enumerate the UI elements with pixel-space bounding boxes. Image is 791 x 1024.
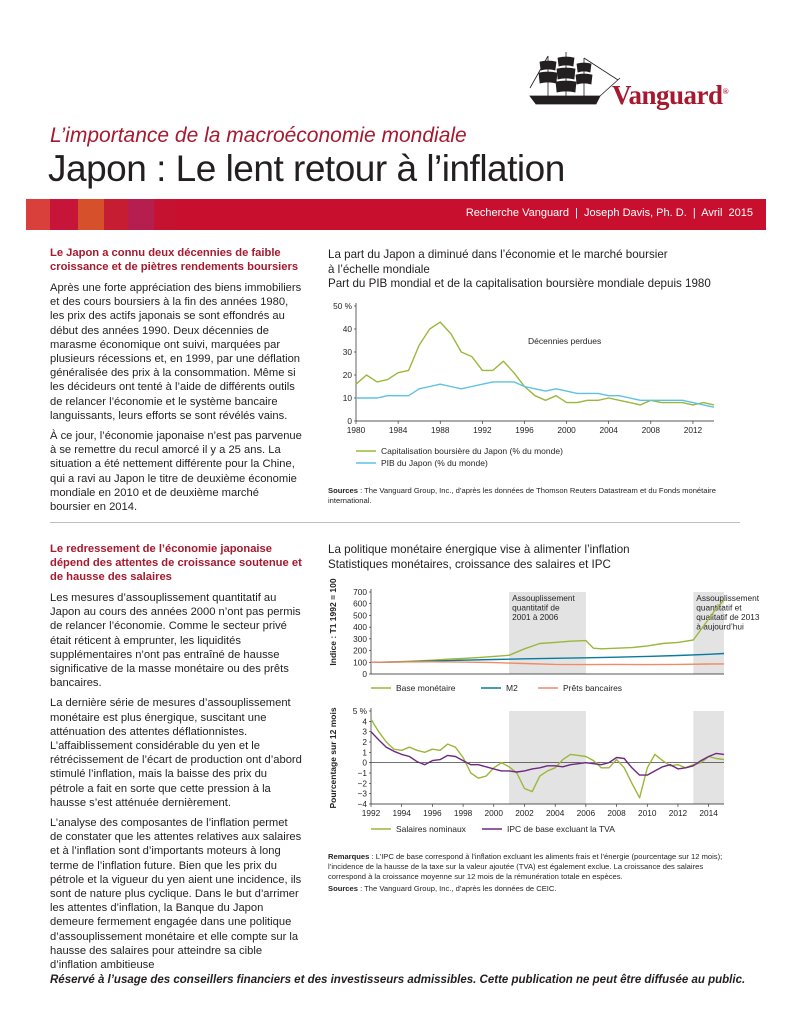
figure-1-source-text: : The Vanguard Group, Inc., d’après les données de Thomson Reuters Datastream et du Fonds monétaire international. <box>328 486 716 505</box>
y-tick-label: −3 <box>357 788 367 799</box>
figure-1-title-line: à l’échelle mondiale <box>328 262 430 276</box>
byline: Recherche Vanguard | Joseph Davis, Ph. D. | Avril 2015 <box>465 207 753 219</box>
registered-mark: ® <box>722 87 729 96</box>
banner-block <box>50 199 78 230</box>
shaded-period <box>693 711 724 804</box>
vanguard-wordmark: Vanguard® <box>612 80 729 110</box>
y-tick-label: 0 <box>362 669 367 679</box>
shaded-period-label: 2001 à 2006 <box>512 612 559 622</box>
x-tick-label: 2004 <box>545 808 565 818</box>
section-1-body <box>50 281 302 514</box>
banner-block <box>128 199 154 230</box>
figure-1-title-line: Part du PIB mondial et de la capitalisation boursière mondiale depuis 1980 <box>328 277 711 290</box>
x-tick-label: 2012 <box>683 425 703 435</box>
x-tick-label: 2014 <box>699 808 718 818</box>
section-2-paragraph: La dernière série de mesures d’assouplissement monétaire est plus énergique, suscitant une atténuation des attentes déflationnistes. L’affaiblissement considérable du yen et le rétrécissement de l’écart de production ont d’abord stimulé l’inflation, mais la baisse des prix du pétrole a fait en sorte que cette pression à la hausse s’est atténuée dernièrement. <box>50 697 302 809</box>
y-tick-label: 3 <box>362 726 367 737</box>
x-tick-label: 1988 <box>431 425 450 435</box>
x-tick-label: 2012 <box>668 808 688 818</box>
y-tick-label: 5 % <box>352 706 367 716</box>
section-divider <box>50 522 740 523</box>
y-tick-label: 2 <box>362 737 367 747</box>
banner-block <box>154 199 176 230</box>
y-tick-label: 20 <box>342 370 352 380</box>
banner-block <box>78 199 104 230</box>
legend-label: M2 <box>506 683 518 693</box>
figure-1-title <box>328 248 748 292</box>
legend-label: IPC de base excluant la TVA <box>507 824 615 834</box>
legend-label: PIB du Japon (% du monde) <box>381 458 488 468</box>
chart-market-share <box>320 296 740 474</box>
shaded-period <box>509 711 586 804</box>
legend-label: Salaires nominaux <box>396 824 466 834</box>
figure-2-remarks <box>328 852 738 882</box>
section-1-heading: Le Japon a connu deux décennies de faible croissance et de piètres rendements boursiers <box>50 247 299 273</box>
x-tick-label: 2008 <box>641 425 661 435</box>
x-tick-label: 1984 <box>388 425 408 435</box>
y-tick-label: 0 <box>362 757 367 768</box>
x-tick-label: 1994 <box>392 808 411 818</box>
shaded-period-label: quantitatif et <box>696 602 742 613</box>
y-tick-label: 400 <box>353 622 367 633</box>
x-tick-label: 2006 <box>576 808 596 818</box>
section-1-paragraph: À ce jour, l’économie japonaise n’est pas parvenue à se remettre du recul amorcé il y a 25 ans. La situation a été nettement différente pour la Chine, qui a ravi au Japon le titre de deuxième économie mondiale en 2010 et de deuxième marché boursier en 2014. <box>50 430 302 514</box>
shaded-period-label: à aujourd’hui <box>696 621 744 632</box>
legend-label: Base monétaire <box>396 683 456 693</box>
section-2-heading: Le redressement de l’économie japonaise dépend des attentes de croissance soutenue et de hausse des salaires <box>50 543 302 583</box>
page-subtitle: L’importance de la macroéconomie mondiale <box>50 124 467 147</box>
section-1-paragraph: Après une forte appréciation des biens immobiliers et des cours boursiers à la fin des années 1980, les prix des actifs japonais se sont effondrés au début des années 1990. Deux décennies de marasme économique ont suivi, marquées par plusieurs récessions et, en 1999, par une déflation généralisée des prix à la consommation. Même si les décideurs ont tenté à l’aide de différents outils de relancer l’économie et le système bancaire languissants, leurs efforts se sont révélés vains. <box>50 282 302 422</box>
series-line <box>356 382 714 407</box>
figure-2-notes-label: Remarques <box>328 852 370 861</box>
y-tick-label: 600 <box>353 598 367 609</box>
y-tick-label: 100 <box>353 657 367 668</box>
section-2-body <box>50 591 302 972</box>
y-tick-label: 10 <box>342 393 352 403</box>
figure-1-source-label: Sources <box>328 486 358 495</box>
y-tick-label: 30 <box>342 347 352 357</box>
y-tick-label: 4 <box>362 716 367 727</box>
y-tick-label: 0 <box>347 416 352 426</box>
figure-2-source-text: : The Vanguard Group, Inc., d’après les données de CEIC. <box>357 884 557 893</box>
y-tick-label: 700 <box>353 587 367 597</box>
shaded-period-label: quantitatif de <box>512 602 560 613</box>
shaded-period-label: Assouplissement <box>696 593 760 603</box>
chart-monetary-stats <box>316 578 760 698</box>
figure-2-notes <box>328 852 738 894</box>
y-tick-label: 50 % <box>333 301 352 311</box>
x-tick-label: 1996 <box>515 425 534 435</box>
y-tick-label: 300 <box>353 633 367 644</box>
x-tick-label: 2000 <box>557 425 576 435</box>
banner-block <box>104 199 128 230</box>
x-tick-label: 1992 <box>361 808 381 818</box>
figure-2-notes-text: : L’IPC de base correspond à l’inflation excluant les aliments frais et l’énergie (pourcentage sur 12 mois); l’incidence de la hausse de la taxe sur la valeur ajoutée (TVA) est également exclue. La croissance des salaires correspond à la croissance moyenne sur 12 mois de la rémunération totale en espèces. <box>328 852 723 881</box>
chart-wages-cpi <box>316 700 746 840</box>
x-tick-label: 1980 <box>346 425 366 435</box>
figure-2-source-label: Sources <box>328 884 358 893</box>
figure-2-source <box>328 884 738 894</box>
x-tick-label: 2000 <box>484 808 504 818</box>
y-tick-label: −1 <box>357 768 367 778</box>
x-tick-label: 1998 <box>453 808 473 818</box>
footer-disclaimer: Réservé à l’usage des conseillers financiers et des investisseurs admissibles. Cette publication ne peut être diffusée au public. <box>50 974 746 986</box>
y-tick-label: −4 <box>357 799 367 809</box>
y-tick-label: 40 <box>342 324 352 334</box>
x-tick-label: 1992 <box>473 425 492 435</box>
series-line <box>356 322 714 405</box>
chart-annotation: Décennies perdues <box>528 336 602 346</box>
figure-2-title-line: Statistiques monétaires, croissance des salaires et IPC <box>328 557 611 571</box>
y-axis-label: Pourcentage sur 12 mois <box>328 707 338 809</box>
figure-1-title-line: La part du Japon a diminué dans l’économie et le marché boursier <box>328 248 668 261</box>
figure-1-source <box>328 486 738 506</box>
y-axis-label: Indice : T1 1992 = 100 <box>328 578 338 666</box>
y-tick-label: 200 <box>353 645 367 656</box>
x-tick-label: 2002 <box>515 808 534 818</box>
y-tick-label: 500 <box>353 610 367 621</box>
figure-2-title-line: La politique monétaire énergique vise à alimenter l’inflation <box>328 543 630 556</box>
section-1 <box>50 246 302 520</box>
section-2-paragraph: L’analyse des composantes de l’inflation permet de constater que les attentes relatives aux salaires et à l’inflation sont d’importants moteurs à long terme de l’inflation future. Bien que les prix du pétrole et la vigueur du yen aient une incidence, ils sont de nature plus cyclique. Dans le but d’arrimer les attentes d’inflation, la Banque du Japon demeure fermement engagée dans une politique d’assouplissement monétaire et elle compte sur la hausse des salaires pour atteindre sa cible d’inflation ambitieuse <box>50 817 302 972</box>
y-tick-label: −2 <box>357 778 367 789</box>
legend-label: Capitalisation boursière du Japon (% du monde) <box>381 446 563 456</box>
x-tick-label: 2010 <box>638 808 657 818</box>
x-tick-label: 2008 <box>607 808 626 818</box>
x-tick-label: 1996 <box>423 808 442 818</box>
section-2-paragraph: Les mesures d’assouplissement quantitatif au Japon au cours des années 2000 n’ont pas permis de relancer l’économie. Comme le secteur privé était réticent à emprunter, les liquidités supplémentaires n’ont pas entraîné de hausse significative de la masse monétaire ou des prêts bancaires. <box>50 592 301 690</box>
shaded-period-label: qualitatif de 2013 <box>696 612 760 622</box>
y-tick-label: 1 <box>362 747 367 758</box>
shaded-period-label: Assouplissement <box>512 593 575 603</box>
page-title: Japon : Le lent retour à l’inflation <box>48 148 565 189</box>
ship-icon <box>530 52 620 104</box>
x-tick-label: 2004 <box>599 425 618 435</box>
legend-label: Prêts bancaires <box>563 683 623 693</box>
figure-2-title <box>328 543 748 572</box>
banner-block <box>26 199 50 230</box>
section-2 <box>50 542 302 978</box>
